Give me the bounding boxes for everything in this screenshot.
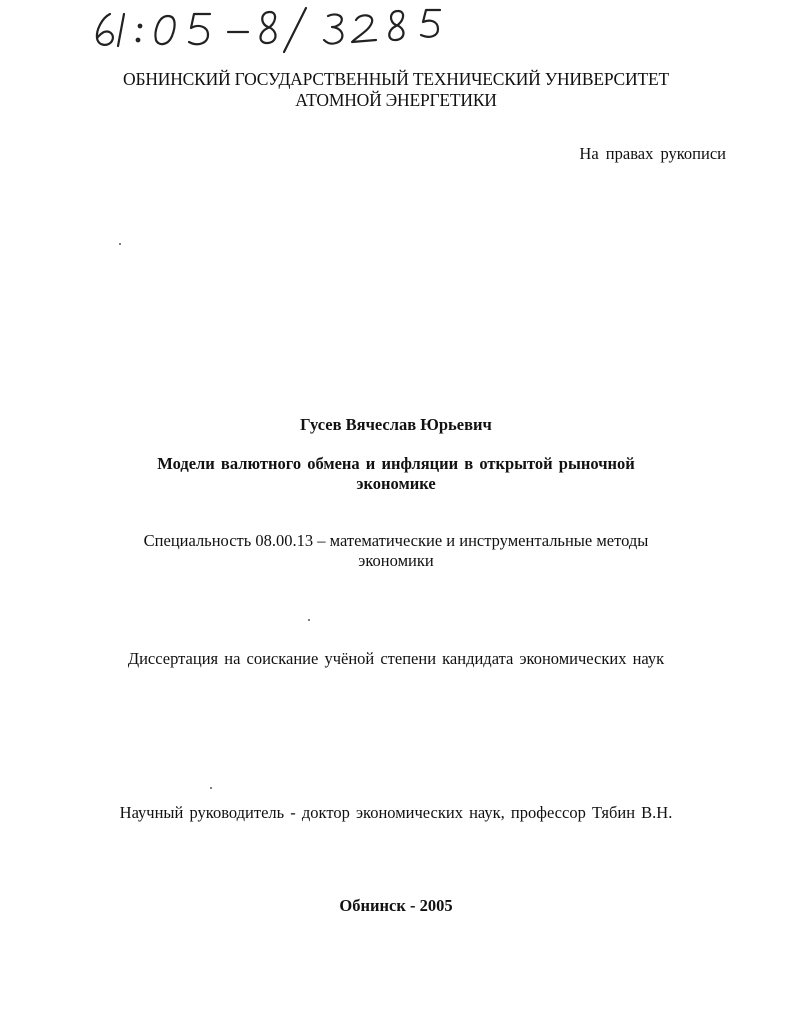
university-name-line2: АТОМНОЙ ЭНЕРГЕТИКИ <box>295 90 497 110</box>
thesis-title-line1: Модели валютного обмена и инфляции в открытой рыночной <box>157 454 635 473</box>
specialty-line1: Специальность 08.00.13 – математические и инструментальные методы <box>143 531 649 550</box>
scientific-advisor: Научный руководитель - доктор экономических наук, профессор Тябин В.Н. <box>119 803 673 822</box>
specialty-line2: экономики <box>358 551 434 570</box>
university-name-line1: ОБНИНСКИЙ ГОСУДАРСТВЕННЫЙ ТЕХНИЧЕСКИЙ УНИВЕРСИТЕТ <box>123 69 669 89</box>
dissertation-note: Диссертация на соискание учёной степени кандидата экономических наук <box>127 649 665 668</box>
scan-speck <box>119 243 121 245</box>
thesis-title-line2: экономике <box>356 474 436 493</box>
rights-note: На правах рукописи <box>579 144 726 163</box>
handwritten-code <box>88 2 458 54</box>
scan-speck <box>308 619 310 621</box>
scan-speck <box>210 787 212 789</box>
city-year: Обнинск - 2005 <box>339 896 453 915</box>
author-name: Гусев Вячеслав Юрьевич <box>300 415 492 434</box>
